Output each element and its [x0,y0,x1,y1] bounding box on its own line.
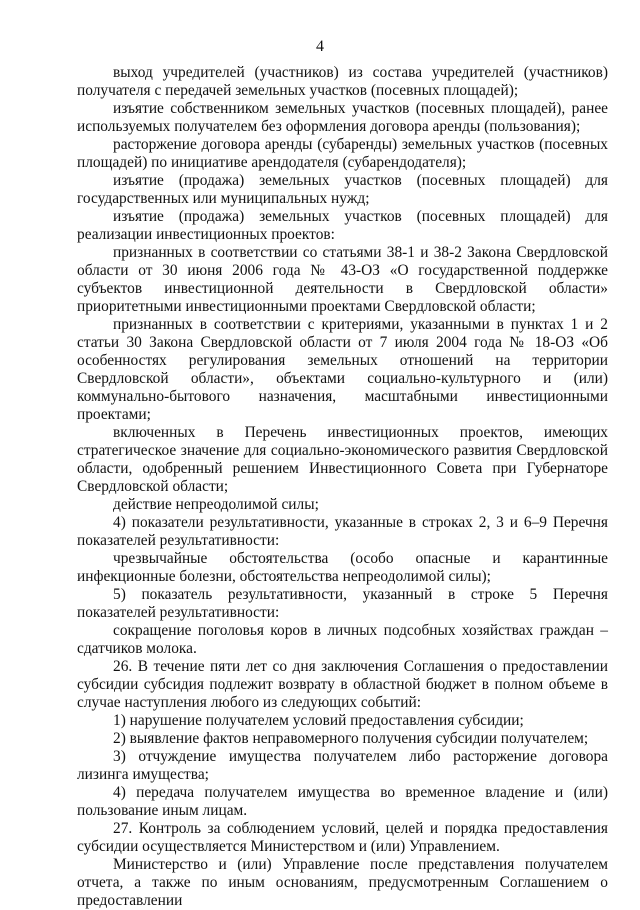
paragraph: действие непреодолимой силы; [113,496,319,513]
paragraph: изъятие собственником земельных участков (посевных площадей), ранее используемых получателем без оформления договора аренды (пользования); [77,100,608,135]
paragraph: 5) показатель результативности, указанный в строке 5 Перечня показателей результативности: [77,586,608,621]
paragraph: включенных в Перечень инвестиционных проектов, имеющих стратегическое значение для социально-экономического развития Свердловской области, одобренный решением Инвестиционного Совета при Губернаторе Свердловской области; [77,424,608,495]
paragraph: 1) нарушение получателем условий предоставления субсидии; [113,712,524,729]
paragraph: признанных в соответствии с критериями, указанными в пунктах 1 и 2 статьи 30 Закона Свердловской области от 7 июля 2004 года № 18-ОЗ «Об особенностях регулирования земельных отношений на территории Свердловской области», объектами социально-культурного и (или) коммунально-бытового назначения, масштабными инвестиционными проектами; [77,316,608,423]
paragraph: чрезвычайные обстоятельства (особо опасные и карантинные инфекционные болезни, обстоятельства непреодолимой силы); [77,550,608,585]
paragraph: 4) передача получателем имущества во временное владение и (или) пользование иным лицам. [77,784,608,819]
paragraph: изъятие (продажа) земельных участков (посевных площадей) для государственных или муниципальных нужд; [77,172,608,207]
paragraph: признанных в соответствии со статьями 38-1 и 38-2 Закона Свердловской области от 30 июня 2006 года № 43-ОЗ «О государственной поддержке субъектов инвестиционной деятельности в Свердловской области» приоритетными инвестиционными проектами Свердловской области; [77,244,608,315]
paragraph: 27. Контроль за соблюдением условий, целей и порядка предоставления субсидии осуществляется Министерством и (или) Управлением. [77,820,608,855]
paragraph: изъятие (продажа) земельных участков (посевных площадей) для реализации инвестиционных проектов: [77,208,608,243]
paragraph: Министерство и (или) Управление после представления получателем отчета, а также по иным основаниям, предусмотренным Соглашением о предоставлении [77,856,608,909]
paragraph: сокращение поголовья коров в личных подсобных хозяйствах граждан – сдатчиков молока. [77,622,608,657]
paragraph: расторжение договора аренды (субаренды) земельных участков (посевных площадей) по инициативе арендодателя (субарендодателя); [77,136,608,171]
paragraph: 26. В течение пяти лет со дня заключения Соглашения о предоставлении субсидии субсидия подлежит возврату в областной бюджет в полном объеме в случае наступления любого из следующих событий: [77,658,608,711]
paragraph: выход учредителей (участников) из состава учредителей (участников) получателя с передачей земельных участков (посевных площадей); [77,64,608,99]
document-body [77,64,608,910]
paragraph: 4) показатели результативности, указанные в строках 2, 3 и 6–9 Перечня показателей результативности: [77,514,608,549]
page-number: 4 [316,38,324,55]
paragraph: 3) отчуждение имущества получателем либо расторжение договора лизинга имущества; [77,748,608,783]
paragraph: 2) выявление фактов неправомерного получения субсидии получателем; [113,730,589,747]
